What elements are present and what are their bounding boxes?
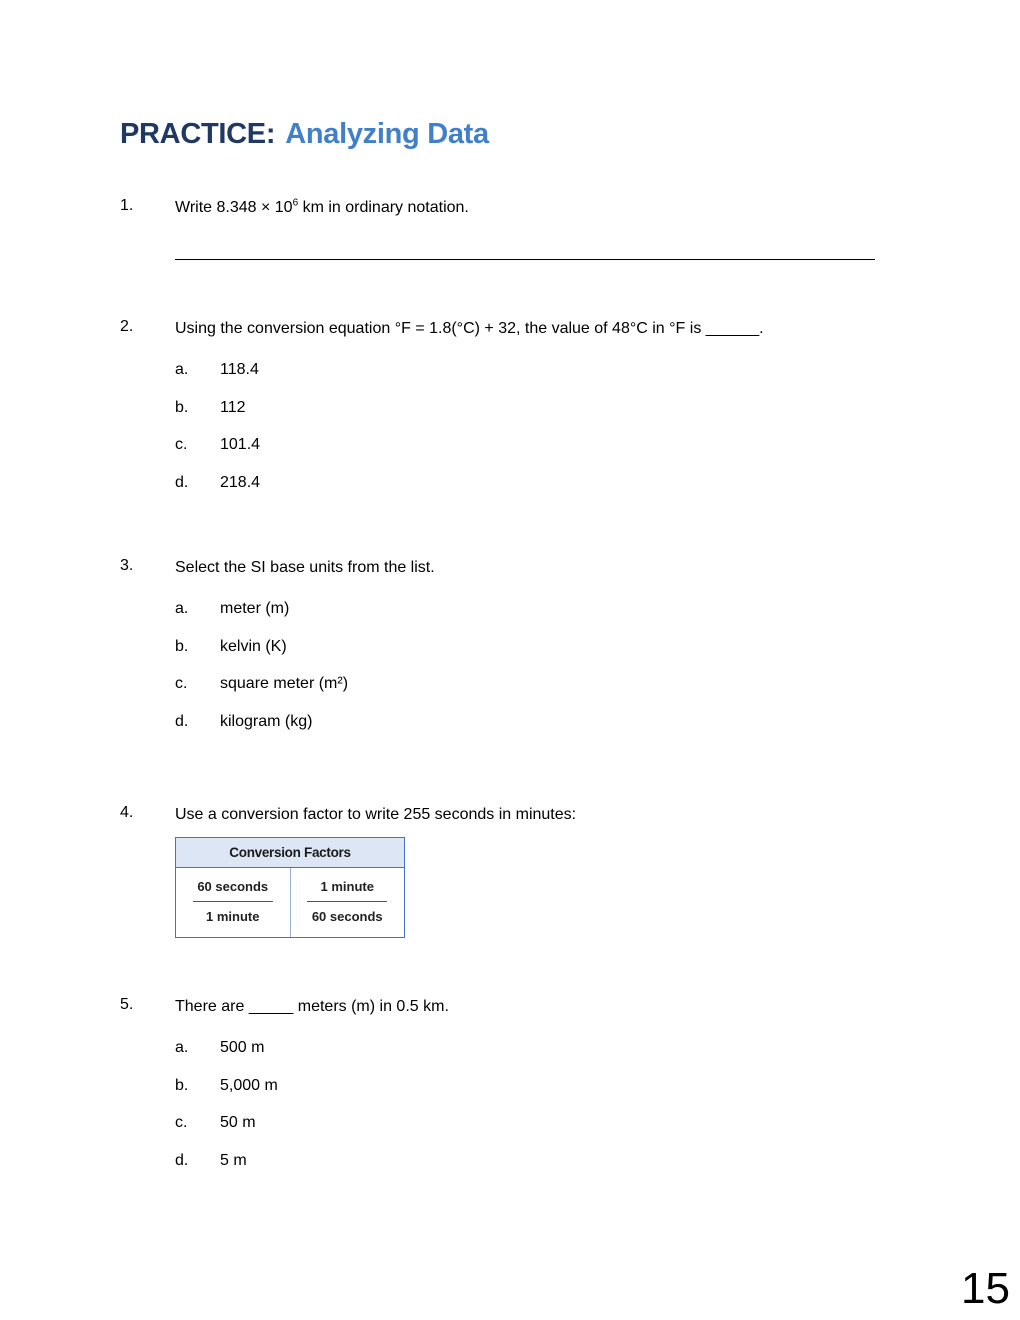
option-text: square meter (m²) [220, 675, 349, 692]
question-5-body [175, 996, 900, 1179]
question-4-number: 4. [120, 804, 134, 821]
conversion-fraction-1 [176, 868, 290, 937]
option-d [175, 464, 900, 502]
question-4 [120, 804, 900, 938]
option-c [175, 1104, 900, 1142]
option-letter: d. [175, 473, 189, 491]
question-1-text-start: Write 8.348 × 10 [175, 199, 293, 216]
option-letter: c. [175, 675, 188, 692]
question-3-text: Select the SI base units from the list. [175, 559, 435, 576]
option-c [175, 665, 900, 703]
question-5-options [175, 1029, 900, 1179]
answer-line [175, 258, 875, 260]
conversion-factors-table-body [176, 868, 404, 937]
question-3-options [175, 590, 900, 740]
option-b [175, 389, 900, 427]
question-2-options [175, 351, 900, 501]
question-1-body [175, 197, 900, 260]
option-d [175, 1142, 900, 1180]
conversion-factors-table-header: Conversion Factors [176, 838, 404, 868]
option-letter: a. [175, 1039, 189, 1056]
page-number: 15 [961, 1264, 1010, 1313]
question-3 [120, 557, 900, 740]
option-d [175, 703, 900, 741]
option-text: 50 m [220, 1114, 256, 1131]
page-title-prefix: PRACTICE: [120, 118, 276, 150]
option-text: 118.4 [220, 361, 259, 378]
option-letter: c. [175, 1114, 188, 1131]
option-b [175, 1067, 900, 1105]
question-4-text: Use a conversion factor to write 255 seconds in minutes: [175, 806, 577, 823]
question-1-exponent: 6 [292, 197, 299, 209]
fraction-bar [307, 901, 387, 902]
option-text: meter (m) [220, 600, 290, 617]
option-text: 5,000 m [220, 1076, 278, 1094]
fraction-denominator: 1 minute [206, 909, 260, 924]
option-letter: a. [175, 600, 189, 617]
option-a [175, 590, 900, 628]
fraction-numerator: 60 seconds [197, 879, 269, 894]
option-text: 101.4 [220, 436, 261, 453]
option-text: 500 m [220, 1039, 265, 1056]
conversion-factors-table [175, 837, 405, 938]
question-2 [120, 318, 900, 501]
option-letter: c. [175, 436, 188, 453]
question-2-number: 2. [120, 318, 134, 335]
option-letter: b. [175, 637, 189, 655]
question-3-body [175, 557, 900, 740]
option-text: 5 m [220, 1151, 247, 1169]
option-letter: d. [175, 712, 189, 730]
question-5 [120, 996, 900, 1179]
fraction-bar [193, 901, 273, 902]
question-4-body [175, 804, 900, 938]
option-text: 112 [220, 398, 246, 416]
option-letter: a. [175, 361, 189, 378]
question-1-number: 1. [120, 197, 134, 214]
page-title [120, 118, 900, 151]
option-b [175, 628, 900, 666]
question-1-text [175, 197, 900, 218]
option-text: kelvin (K) [220, 637, 287, 655]
option-text: kilogram (kg) [220, 712, 313, 730]
question-2-body [175, 318, 900, 501]
fraction-denominator: 60 seconds [311, 909, 383, 924]
question-5-number: 5. [120, 996, 134, 1013]
option-letter: b. [175, 398, 189, 416]
conversion-fraction-2 [290, 868, 405, 937]
option-c [175, 426, 900, 464]
option-a [175, 1029, 900, 1067]
option-letter: d. [175, 1151, 189, 1169]
page-title-accent: Analyzing Data [285, 118, 489, 150]
question-3-number: 3. [120, 557, 134, 574]
option-a [175, 351, 900, 389]
question-1-text-end: km in ordinary notation. [298, 199, 469, 216]
question-2-text: Using the conversion equation °F = 1.8(°C) + 32, the value of 48°C in °F is ______. [175, 320, 764, 337]
option-text: 218.4 [220, 473, 261, 491]
question-1 [120, 197, 900, 260]
fraction-numerator: 1 minute [320, 879, 374, 894]
question-5-text: There are _____ meters (m) in 0.5 km. [175, 998, 449, 1015]
option-letter: b. [175, 1076, 189, 1094]
